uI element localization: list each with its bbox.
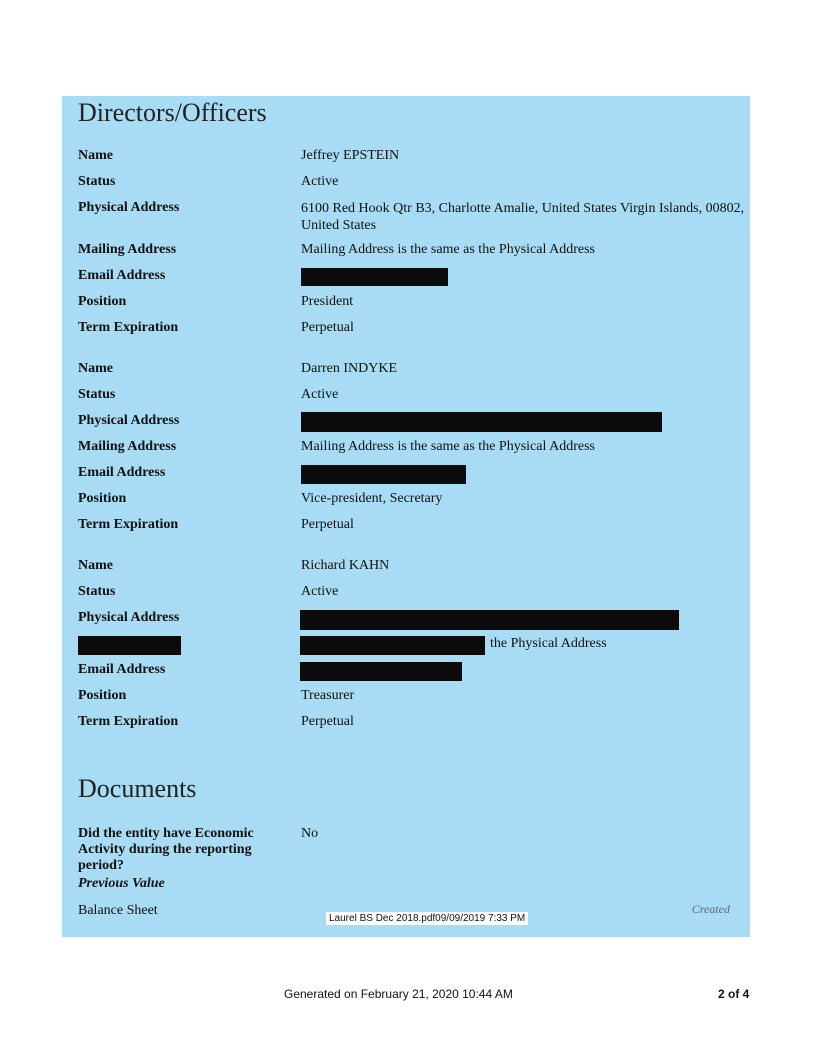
- term-expiration-label: Term Expiration: [78, 320, 179, 335]
- position-label: Position: [78, 491, 127, 506]
- physical-address-value: 6100 Red Hook Qtr B3, Charlotte Amalie, United States Virgin Islands, 00802, United States: [301, 201, 745, 233]
- mailing-address-value: Mailing Address is the same as the Physical Address: [301, 242, 595, 257]
- name-label: Name: [78, 148, 113, 163]
- email-redaction: [301, 465, 466, 484]
- position-value: President: [301, 294, 354, 309]
- name-value: Richard KAHN: [301, 558, 390, 573]
- physical-address-redaction: [300, 610, 679, 630]
- status-label: Status: [78, 584, 116, 599]
- previous-value-label: Previous Value: [78, 876, 165, 891]
- created-status: Created: [691, 902, 730, 916]
- email-redaction: [301, 268, 448, 286]
- physical-address-label: Physical Address: [78, 200, 180, 215]
- mailing-address-redaction: [300, 636, 485, 655]
- email-redaction: [300, 662, 462, 681]
- mailing-address-value: Mailing Address is the same as the Physical Address: [301, 439, 595, 454]
- mailing-address-value: the Physical Address: [490, 636, 607, 651]
- balance-sheet-file-link[interactable]: Laurel BS Dec 2018.pdf09/09/2019 7:33 PM: [326, 912, 528, 925]
- mailing-address-label: Mailing Address: [78, 242, 177, 257]
- email-address-label: Email Address: [78, 662, 166, 677]
- name-value: Darren INDYKE: [301, 361, 398, 376]
- directors-officers-heading: Directors/Officers: [78, 98, 267, 127]
- mailing-address-label: Mailing Address: [78, 439, 177, 454]
- term-expiration-value: Perpetual: [301, 714, 354, 729]
- documents-heading: Documents: [78, 774, 197, 803]
- term-expiration-label: Term Expiration: [78, 517, 179, 532]
- mailing-address-label-redaction: [78, 636, 181, 655]
- term-expiration-value: Perpetual: [301, 320, 354, 335]
- status-value: Active: [301, 584, 339, 599]
- term-expiration-value: Perpetual: [301, 517, 354, 532]
- position-label: Position: [78, 294, 127, 309]
- page-number: 2 of 4: [718, 987, 750, 1001]
- physical-address-redaction: [301, 412, 662, 432]
- name-label: Name: [78, 558, 113, 573]
- status-value: Active: [301, 387, 339, 402]
- physical-address-label: Physical Address: [78, 413, 180, 428]
- position-value: Treasurer: [301, 688, 355, 703]
- position-label: Position: [78, 688, 127, 703]
- status-label: Status: [78, 174, 116, 189]
- status-value: Active: [301, 174, 339, 189]
- term-expiration-label: Term Expiration: [78, 714, 179, 729]
- email-address-label: Email Address: [78, 465, 166, 480]
- balance-sheet-label: Balance Sheet: [78, 903, 158, 918]
- generated-timestamp: Generated on February 21, 2020 10:44 AM: [284, 987, 513, 1001]
- economic-activity-question: Did the entity have Economic Activity during the reporting period?: [78, 826, 254, 873]
- filing-panel: [62, 96, 750, 937]
- economic-activity-answer: No: [301, 826, 319, 841]
- name-value: Jeffrey EPSTEIN: [301, 148, 400, 163]
- position-value: Vice-president, Secretary: [301, 491, 443, 506]
- email-address-label: Email Address: [78, 268, 166, 283]
- name-label: Name: [78, 361, 113, 376]
- physical-address-label: Physical Address: [78, 610, 180, 625]
- status-label: Status: [78, 387, 116, 402]
